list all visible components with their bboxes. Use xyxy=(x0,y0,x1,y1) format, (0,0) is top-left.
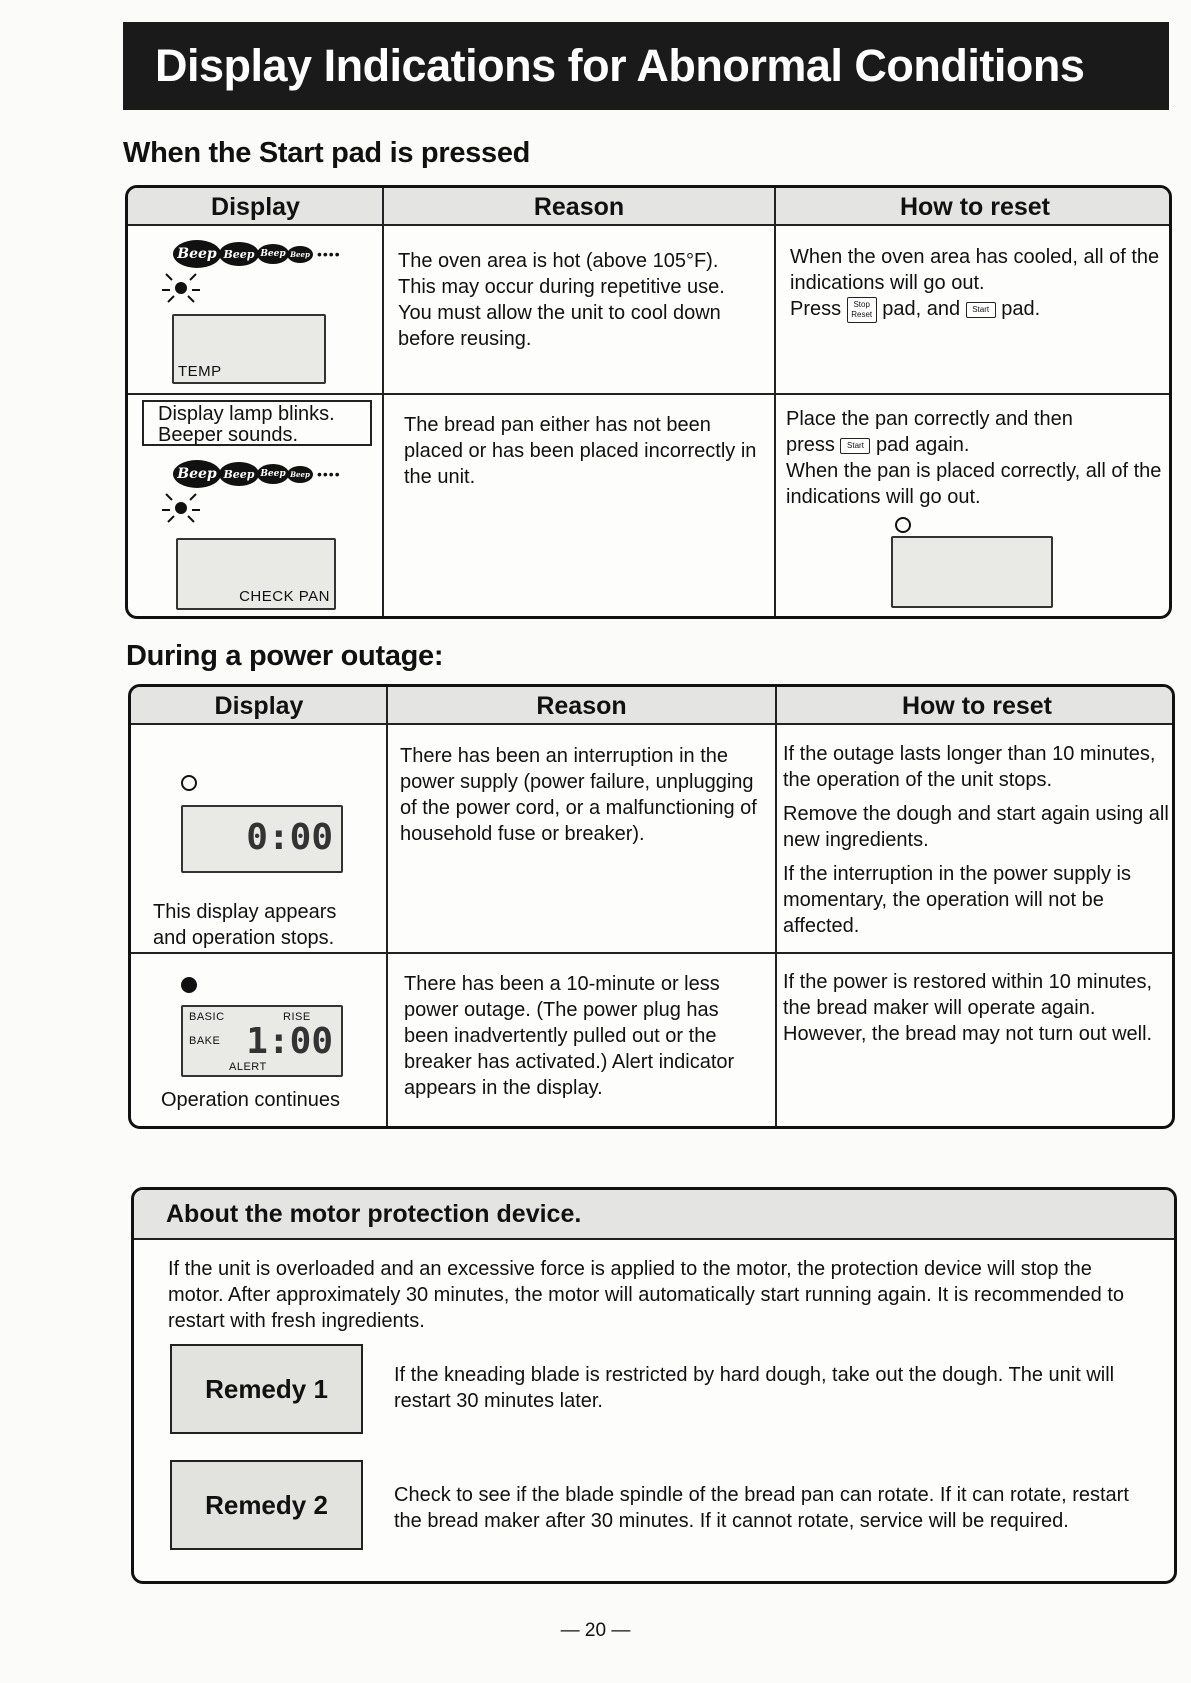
reset-line: When the pan is placed correctly, all of the indications will go out. xyxy=(786,460,1162,508)
reset-paragraph: If the interruption in the power supply is momentary, the operation will not be affected. xyxy=(783,863,1131,937)
motor-box-heading: About the motor protection device. xyxy=(134,1190,1174,1240)
lcd-display xyxy=(176,538,336,610)
remedy-2-text: Check to see if the blade spindle of the bread pan can rotate. If it can rotate, restart the bread maker after 30 minutes. If it cannot rotate, service will be required. xyxy=(394,1484,1129,1532)
outage-section-heading: During a power outage: xyxy=(126,640,444,672)
reset-text: If the power is restored within 10 minutes, the bread maker will operate again. However, the bread may not turn out well. xyxy=(783,971,1153,1045)
pad-again-text: pad again. xyxy=(876,434,970,456)
start-pad-table xyxy=(125,185,1172,619)
reset-line: Place the pan correctly and then xyxy=(786,408,1073,430)
blinking-lamp-icon xyxy=(158,268,204,312)
note-line: Beeper sounds. xyxy=(158,424,299,446)
reason-text: The oven area is hot (above 105°F). This may occur during repetitive use. You must allow the unit to cool down before reusing. xyxy=(398,250,725,350)
reason-text: There has been an interruption in the power supply (power failure, unplugging of the power cord, or a malfunctioning of household fuse or breaker). xyxy=(400,745,757,845)
lamp-off-icon xyxy=(895,517,911,533)
lcd-basic-label: BASIC xyxy=(189,1011,225,1023)
page-title: Display Indications for Abnormal Conditions xyxy=(123,22,1169,110)
beep-mark: Beep xyxy=(287,246,313,263)
reset-text xyxy=(790,244,1160,323)
motor-intro: If the unit is overloaded and an excessive force is applied to the motor, the protection device will stop the motor. After approximately 30 minutes, the motor will automatically start running again. It is recommended to restart with fresh ingredients. xyxy=(168,1258,1124,1332)
beep-mark: Beep xyxy=(173,240,221,268)
reset-press-line xyxy=(786,432,1166,458)
reason-text: There has been a 10-minute or less power outage. (The power plug has been inadvertently pulled out or the breaker has activated.) Alert indicator appears in the display. xyxy=(404,973,735,1099)
remedy-2-label: Remedy 2 xyxy=(170,1460,363,1550)
pad-and-text: pad, and xyxy=(882,298,961,320)
reset-line: When the oven area has cooled, all of the indications will go out. xyxy=(790,246,1160,294)
lcd-digits: 0:00 xyxy=(246,817,333,858)
beep-mark: Beep xyxy=(219,462,259,486)
motor-protection-box xyxy=(131,1187,1177,1584)
header-reason: Reason xyxy=(383,188,775,226)
reason-text: The bread pan either has not been placed or has been placed incorrectly in the unit. xyxy=(404,414,757,488)
lamp-on-icon xyxy=(181,977,197,993)
header-how-to-reset: How to reset xyxy=(775,188,1172,226)
beep-indicator xyxy=(173,240,341,268)
header-display: Display xyxy=(131,687,387,725)
lcd-alert-label: ALERT xyxy=(229,1061,267,1073)
blank-lcd-display xyxy=(891,536,1053,608)
beep-trail: •••• xyxy=(317,246,341,262)
start-key-icon: Start xyxy=(840,438,870,454)
lcd-display xyxy=(172,314,326,384)
reset-paragraph: If the outage lasts longer than 10 minutes, the operation of the unit stops. xyxy=(783,743,1156,791)
lcd-display xyxy=(181,1005,343,1077)
blinking-lamp-icon xyxy=(158,488,204,532)
power-outage-table xyxy=(128,684,1175,1129)
stop-reset-key-icon: Stop Reset xyxy=(847,297,877,323)
beep-mark: Beep xyxy=(257,464,289,484)
beep-mark: Beep xyxy=(173,460,221,488)
display-caption: This display appears and operation stops. xyxy=(153,901,337,949)
lamp-note xyxy=(142,400,372,446)
lcd-temp-label: TEMP xyxy=(178,363,222,380)
display-caption: Operation continues xyxy=(161,1089,341,1111)
page-number: — 20 — xyxy=(560,1620,631,1641)
lamp-off-icon xyxy=(181,775,197,791)
lcd-display xyxy=(181,805,343,873)
start-section-heading: When the Start pad is pressed xyxy=(123,137,531,169)
lcd-digits: 1:00 xyxy=(246,1021,333,1062)
reset-text xyxy=(783,741,1173,947)
beep-trail: •••• xyxy=(317,466,341,482)
note-line: Display lamp blinks. xyxy=(158,403,335,425)
header-reason: Reason xyxy=(387,687,776,725)
reset-text xyxy=(786,406,1166,510)
press-text: press xyxy=(786,434,835,456)
press-text: Press xyxy=(790,298,842,320)
header-display: Display xyxy=(128,188,383,226)
beep-mark: Beep xyxy=(287,466,313,483)
lcd-bake-label: BAKE xyxy=(189,1035,221,1047)
beep-indicator xyxy=(173,460,341,488)
lcd-rise-label: RISE xyxy=(283,1011,311,1023)
remedy-1-label: Remedy 1 xyxy=(170,1344,363,1434)
start-key-icon: Start xyxy=(966,302,996,318)
beep-mark: Beep xyxy=(219,242,259,266)
lcd-check-pan-label: CHECK PAN xyxy=(239,588,330,605)
header-how-to-reset: How to reset xyxy=(776,687,1175,725)
reset-press-line xyxy=(790,296,1160,323)
beep-mark: Beep xyxy=(257,244,289,264)
pad-text: pad. xyxy=(1001,298,1041,320)
reset-paragraph: Remove the dough and start again using all new ingredients. xyxy=(783,803,1169,851)
remedy-1-text: If the kneading blade is restricted by hard dough, take out the dough. The unit will restart 30 minutes later. xyxy=(394,1364,1115,1412)
